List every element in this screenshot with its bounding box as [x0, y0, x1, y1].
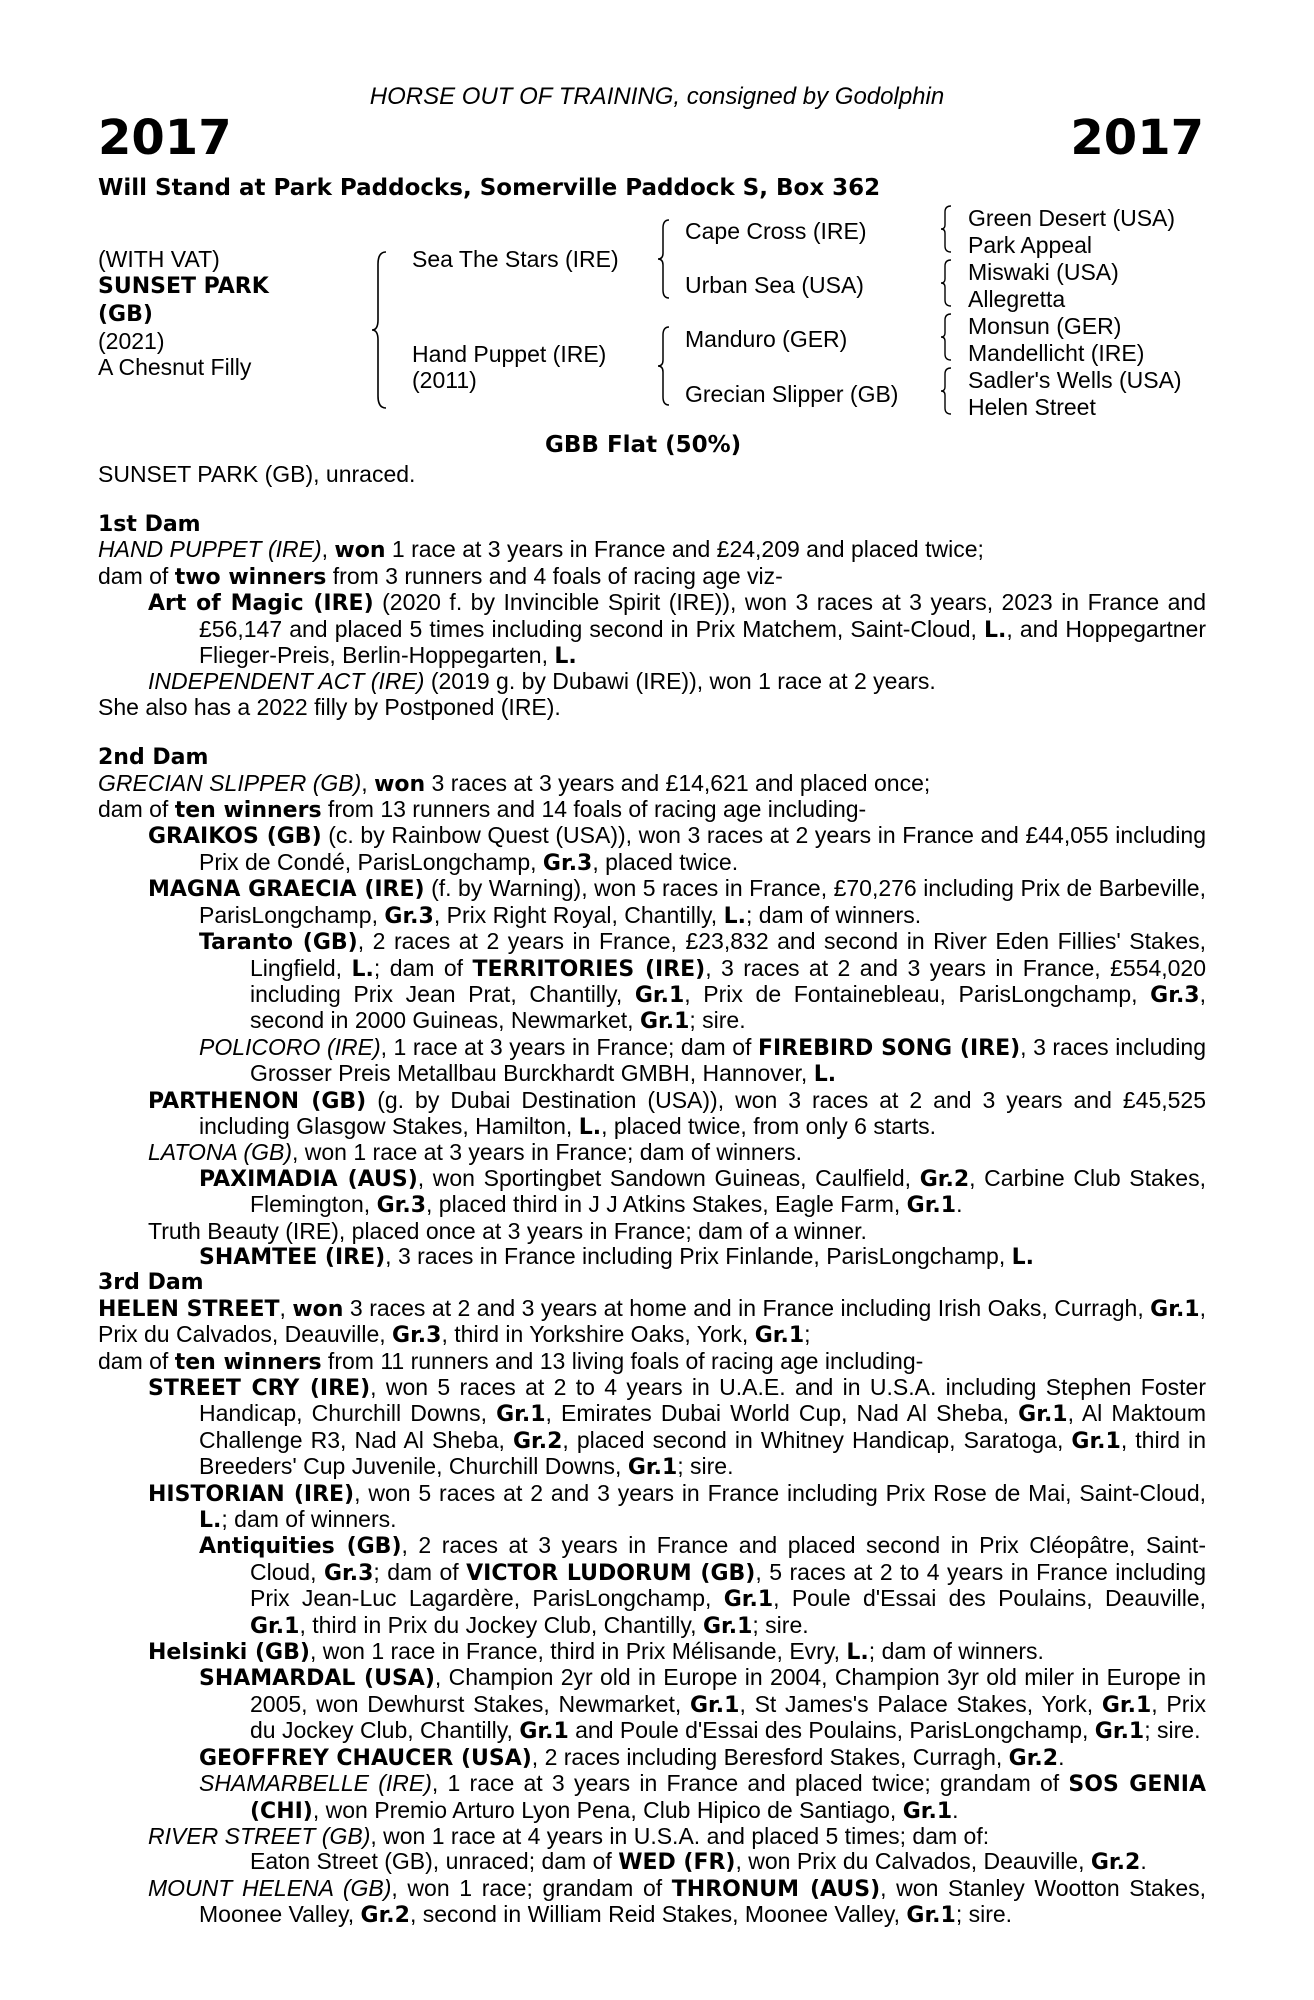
bold-run: Gr.1	[702, 1613, 753, 1639]
text-run: , Prix Right Royal, Chantilly,	[433, 901, 724, 928]
bold-run: Gr.2	[360, 1903, 410, 1929]
bold-run: Gr.1	[723, 1587, 774, 1613]
text-run: .	[1140, 1848, 1147, 1875]
bold-run: Gr.3	[392, 1323, 442, 1349]
paragraph	[98, 876, 1206, 929]
paragraph	[98, 1035, 1206, 1088]
paragraph	[98, 1771, 1206, 1824]
pedigree-brace-g3-4	[939, 366, 953, 416]
italic-run: POLICORO (IRE)	[199, 1033, 381, 1060]
bold-run: Gr.1	[496, 1402, 546, 1428]
bold-run: Gr.2	[512, 1428, 563, 1454]
text-run: ,	[321, 536, 335, 563]
bold-run: L.	[351, 956, 374, 982]
text-run: , St James's Palace Stakes, York,	[739, 1690, 1102, 1717]
text-run: , won 5 races at 2 to 4 years in U.A.E. and in U.S.A. including Stephen Foster Handicap, Churchill Downs,	[199, 1374, 1206, 1427]
text-run: ; dam of	[373, 1558, 467, 1585]
pedigree-g3-1: Green Desert (USA)	[968, 205, 1176, 231]
text-run: (g. by Dubai Destination (USA)), won 3 races at 2 and 3 years and £45,525 including Glasgow Stakes, Hamilton,	[199, 1086, 1206, 1139]
bold-run: STREET CRY (IRE)	[148, 1376, 371, 1401]
bold-run: won	[374, 771, 426, 797]
bold-run: Gr.1	[906, 1903, 956, 1929]
text-run: ; sire.	[1144, 1717, 1201, 1744]
text-run: .	[956, 1191, 963, 1218]
pedigree-sire: Sea The Stars (IRE)	[412, 246, 619, 272]
paragraph	[98, 590, 1206, 669]
bold-run: Gr.3	[376, 1193, 426, 1219]
paragraph	[98, 1876, 1206, 1929]
section-first-dam: 1st Dam	[98, 512, 201, 537]
italic-run: INDEPENDENT ACT (IRE)	[148, 668, 425, 695]
text-run: , placed twice.	[592, 848, 739, 875]
bold-run: Gr.3	[323, 1560, 374, 1586]
text-run: , Carbine Club Stakes, Flemington,	[250, 1164, 1206, 1218]
text-run: (2019 g. by Dubawi (IRE)), won 1 race at 2 years.	[424, 668, 936, 695]
text-run: ; dam of	[373, 954, 473, 981]
subject-block	[98, 246, 269, 380]
pedigree-g3-5: Monsun (GER)	[968, 313, 1122, 339]
bold-run: Gr.1	[250, 1613, 300, 1639]
italic-run: SHAMARBELLE (IRE)	[199, 1770, 432, 1797]
bold-run: THRONUM (AUS)	[671, 1876, 881, 1902]
paragraph	[98, 1349, 1206, 1375]
paragraph	[98, 1481, 1206, 1534]
text-run: dam of	[98, 562, 175, 589]
bold-run: Gr.1	[1071, 1428, 1121, 1454]
bold-run: Gr.2	[1090, 1850, 1141, 1876]
paragraph	[98, 1140, 1206, 1165]
text-run: , third in Breeders' Cup Juvenile, Churchill Downs,	[199, 1426, 1206, 1480]
pedigree-brace-main	[370, 250, 390, 410]
italic-run: GRECIAN SLIPPER (GB)	[98, 769, 362, 796]
text-run: , placed third in J J Atkins Stakes, Eagle Farm,	[426, 1191, 907, 1218]
bold-run: two winners	[174, 564, 327, 590]
bold-run: L.	[984, 617, 1007, 643]
bold-run: ten winners	[174, 798, 322, 824]
text-run: , placed second in Whitney Handicap, Saratoga,	[562, 1426, 1072, 1453]
pedigree-g3-2: Park Appeal	[968, 232, 1093, 258]
text-run: , second in William Reid Stakes, Moonee Valley,	[409, 1901, 907, 1928]
subject-year: (2021)	[98, 328, 165, 354]
text-run: 1 race at 3 years in France and £24,209 and placed twice;	[385, 536, 984, 563]
bold-run: HELEN STREET	[98, 1296, 280, 1322]
text-run: ; sire.	[677, 1453, 734, 1480]
text-run: , and Hoppegartner Flieger-Preis, Berlin-Hoppegarten,	[199, 615, 1206, 669]
bold-run: won	[292, 1296, 344, 1322]
paragraph	[98, 695, 1206, 720]
pedigree-brace-dam	[656, 325, 672, 407]
text-run: , won 1 race at 4 years in U.S.A. and placed 5 times; dam of:	[370, 1822, 990, 1849]
pedigree-brace-sire	[656, 218, 672, 300]
paragraph	[98, 537, 1206, 563]
text-run: 3 races at 2 and 3 years at home and in France including Irish Oaks, Curragh,	[343, 1294, 1151, 1321]
section-third-dam: 3rd Dam	[98, 1270, 204, 1296]
text-run: , won Sportingbet Sandown Guineas, Caulfield,	[417, 1164, 920, 1191]
pedigree-dam-dam: Grecian Slipper (GB)	[685, 381, 899, 407]
bold-run: Gr.2	[1008, 1745, 1059, 1771]
bold-run: Gr.1	[906, 1193, 957, 1219]
bold-run: Taranto (GB)	[199, 930, 358, 956]
bold-run: HISTORIAN (IRE)	[148, 1481, 355, 1507]
text-run: , won 1 race at 3 years in France; dam of winners.	[292, 1139, 803, 1166]
paragraph	[98, 1088, 1206, 1141]
text-run: , 3 races at 2 and 3 years in France, £554,020 including Prix Jean Prat, Chantilly,	[250, 954, 1207, 1007]
bold-run: SOS GENIA (CHI)	[250, 1772, 1206, 1824]
consignment-header: HORSE OUT OF TRAINING, consigned by Godolphin	[369, 83, 945, 110]
bold-run: won	[334, 538, 386, 564]
paragraph	[98, 771, 1206, 797]
text-run: ,	[279, 1294, 293, 1321]
text-run: , second in 2000 Guineas, Newmarket,	[250, 980, 1206, 1034]
section-second-dam: 2nd Dam	[98, 745, 209, 771]
classification: GBB Flat (50%)	[545, 432, 742, 458]
text-run: ; sire.	[955, 1901, 1013, 1928]
text-run: , won 5 races at 2 and 3 years in France including Prix Rose de Mai, Saint-Cloud,	[354, 1479, 1206, 1506]
text-run: , won 1 race in France, third in Prix Mélisande, Evry,	[309, 1638, 847, 1665]
text-run: .	[952, 1796, 959, 1823]
paragraph	[98, 1824, 1206, 1849]
pedigree-g3-3: Miswaki (USA)	[968, 259, 1119, 285]
text-run: ; dam of winners.	[745, 901, 922, 928]
text-run: (f. by Warning), won 5 races in France, £70,276 including Prix de Barbeville, ParisLongchamp,	[199, 875, 1206, 928]
pedigree-sire-sire: Cape Cross (IRE)	[685, 218, 867, 244]
paragraph	[98, 929, 1206, 1035]
text-run: , 1 race at 3 years in France; dam of	[380, 1033, 758, 1060]
text-run: , 2 races at 3 years in France and placed second in Prix Cléopâtre, Saint-Cloud,	[250, 1532, 1206, 1585]
italic-run: RIVER STREET (GB)	[148, 1822, 371, 1849]
text-run: Eaton Street (GB), unraced; dam of	[250, 1848, 619, 1875]
italic-run: MOUNT HELENA (GB)	[148, 1874, 392, 1901]
paragraph	[98, 823, 1206, 876]
text-run: , won Premio Arturo Lyon Pena, Club Hipico de Santiago,	[312, 1796, 903, 1823]
text-run: , Prix de Fontainebleau, ParisLongchamp,	[684, 980, 1151, 1007]
pedigree-sire-dam: Urban Sea (USA)	[685, 272, 864, 298]
pedigree-g3-4: Allegretta	[968, 286, 1066, 312]
paragraph	[98, 1849, 1206, 1875]
stand-location: Will Stand at Park Paddocks, Somerville Paddock S, Box 362	[98, 175, 881, 201]
subject-name: SUNSET PARK	[98, 274, 269, 299]
text-run: ; dam of winners.	[868, 1638, 1044, 1665]
text-run: from 13 runners and 14 foals of racing age including-	[321, 796, 867, 823]
paragraph	[98, 1375, 1206, 1481]
text-run: , third in Prix du Jockey Club, Chantilly,	[299, 1611, 703, 1638]
bold-run: VICTOR LUDORUM (GB)	[466, 1560, 756, 1586]
bold-run: Gr.2	[919, 1166, 970, 1192]
bold-run: Gr.1	[639, 1009, 690, 1035]
pedigree-dam-year: (2011)	[412, 367, 477, 393]
bold-run: PARTHENON (GB)	[148, 1088, 367, 1114]
bold-run: Gr.1	[1150, 1296, 1200, 1322]
text-run: 3 races at 3 years and £14,621 and placed once;	[425, 769, 931, 796]
text-run: , third in Yorkshire Oaks, York,	[441, 1321, 755, 1348]
text-run: from 3 runners and 4 foals of racing age viz-	[326, 562, 783, 589]
text-run: , Emirates Dubai World Cup, Nad Al Sheba,	[545, 1400, 1019, 1427]
text-run: ; dam of winners.	[221, 1506, 397, 1533]
bold-run: Gr.1	[627, 1455, 678, 1481]
text-run: and Poule d'Essai des Poulains, ParisLongchamp,	[568, 1717, 1095, 1744]
bold-run: Gr.3	[384, 903, 434, 929]
vat-note: (WITH VAT)	[98, 246, 220, 272]
paragraph	[98, 564, 1206, 590]
paragraph	[98, 1533, 1206, 1639]
bold-run: Gr.1	[754, 1323, 805, 1349]
bold-run: Helsinki (GB)	[148, 1640, 310, 1666]
text-run: , 1 race at 3 years in France and placed twice; grandam of	[431, 1770, 1069, 1797]
text-run: , 2 races including Beresford Stakes, Curragh,	[531, 1743, 1009, 1770]
bold-run: Gr.1	[902, 1798, 953, 1824]
paragraph	[98, 1665, 1206, 1744]
bold-run: SHAMARDAL (USA)	[199, 1666, 435, 1692]
bold-run: L.	[846, 1640, 869, 1666]
bold-run: Gr.1	[519, 1719, 569, 1745]
pedigree-g3-6: Mandellicht (IRE)	[968, 340, 1145, 366]
text-run: , Al Maktoum Challenge R3, Nad Al Sheba,	[199, 1400, 1206, 1453]
text-run: ;	[804, 1321, 811, 1348]
subject-country: (GB)	[98, 302, 153, 327]
bold-run: Gr.1	[634, 982, 685, 1008]
text-run: , won 1 race; grandam of	[391, 1874, 672, 1901]
lot-year-right: 2017	[1070, 110, 1204, 166]
pedigree-brace-g3-1	[939, 204, 953, 254]
text-run: , 3 races including Grosser Preis Metallbau Burckhardt GMBH, Hannover,	[250, 1033, 1206, 1087]
pedigree-dam	[412, 341, 606, 393]
paragraph	[98, 1166, 1206, 1219]
italic-run: HAND PUPPET (IRE)	[98, 536, 322, 563]
text-run: , Prix du Jockey Club, Chantilly,	[250, 1690, 1207, 1744]
paragraph	[98, 1745, 1206, 1771]
bold-run: L.	[813, 1062, 837, 1088]
text-run: , placed twice, from only 6 starts.	[601, 1112, 936, 1139]
text-run: ; sire.	[689, 1007, 746, 1034]
text-run: (2020 f. by Invincible Spirit (IRE)), won 3 races at 3 years, 2023 in France and £56,147 and placed 5 times including second in Prix Matchem, Saint-Cloud,	[199, 589, 1207, 642]
race-record: SUNSET PARK (GB), unraced.	[98, 461, 416, 487]
bold-run: L.	[199, 1508, 222, 1534]
pedigree-brace-g3-2	[939, 258, 953, 308]
paragraph	[98, 669, 1206, 694]
bold-run: L.	[1011, 1244, 1034, 1270]
bold-run: Gr.1	[690, 1692, 740, 1718]
bold-run: Antiquities (GB)	[199, 1534, 402, 1560]
bold-run: Gr.1	[1018, 1402, 1068, 1428]
text-run: ,	[361, 769, 375, 796]
paragraph	[98, 1244, 1206, 1270]
text-run: Truth Beauty (IRE), placed once at 3 years in France; dam of a winner.	[148, 1217, 867, 1244]
bold-run: Gr.3	[542, 850, 593, 876]
text-run: , 3 races in France including Prix Finlande, ParisLongchamp,	[385, 1242, 1012, 1269]
text-run: , 2 races at 2 years in France, £23,832 and second in River Eden Fillies' Stakes, Lingfield,	[250, 928, 1206, 981]
pedigree-brace-g3-3	[939, 312, 953, 362]
italic-run: LATONA (GB)	[148, 1139, 292, 1166]
pedigree-g3-7: Sadler's Wells (USA)	[968, 367, 1182, 393]
text-run: ; sire.	[752, 1611, 809, 1638]
bold-run: L.	[723, 903, 746, 929]
bold-run: GRAIKOS (GB)	[148, 824, 322, 850]
text-run: , Prix du Calvados, Deauville,	[98, 1294, 1206, 1348]
text-run: , won Stanley Wootton Stakes, Moonee Valley,	[199, 1874, 1206, 1928]
bold-run: Gr.3	[1150, 982, 1200, 1008]
text-run: dam of	[98, 1347, 175, 1374]
bold-run: TERRITORIES (IRE)	[472, 956, 706, 982]
text-run: She also has a 2022 filly by Postponed (IRE).	[98, 693, 561, 720]
pedigree-dam-name: Hand Puppet (IRE)	[412, 341, 607, 367]
paragraph	[98, 1296, 1206, 1349]
pedigree-g3-8: Helen Street	[968, 394, 1096, 420]
text-run: , 5 races at 2 to 4 years in France including Prix Jean-Luc Lagardère, ParisLongchamp,	[250, 1558, 1207, 1612]
bold-run: Gr.1	[1101, 1692, 1152, 1718]
text-run: , Poule d'Essai des Poulains, Deauville,	[773, 1585, 1206, 1612]
text-run: from 11 runners and 13 living foals of racing age including-	[321, 1347, 924, 1374]
text-run: (c. by Rainbow Quest (USA)), won 3 races at 2 years in France and £44,055 including Prix de Condé, ParisLongchamp,	[199, 822, 1206, 875]
bold-run: ten winners	[174, 1349, 322, 1375]
bold-run: FIREBIRD SONG (IRE)	[757, 1035, 1021, 1061]
pedigree-dam-sire: Manduro (GER)	[685, 326, 848, 352]
bold-run: SHAMTEE (IRE)	[199, 1244, 386, 1270]
bold-run: MAGNA GRAECIA (IRE)	[148, 877, 425, 903]
text-run: , Champion 2yr old in Europe in 2004, Champion 3yr old miler in Europe in 2005, won Dewhurst Stakes, Newmarket,	[250, 1664, 1207, 1717]
text-run: .	[1058, 1743, 1065, 1770]
text-run: , won Prix du Calvados, Deauville,	[735, 1848, 1091, 1875]
bold-run: Gr.1	[1094, 1719, 1145, 1745]
bold-run: GEOFFREY CHAUCER (USA)	[199, 1745, 532, 1771]
paragraph	[98, 797, 1206, 823]
bold-run: L.	[554, 644, 577, 670]
bold-run: Art of Magic (IRE)	[148, 591, 374, 617]
subject-description: A Chesnut Filly	[98, 354, 252, 380]
catalogue-body	[98, 512, 1206, 1929]
paragraph	[98, 1639, 1206, 1665]
bold-run: L.	[578, 1114, 602, 1140]
bold-run: PAXIMADIA (AUS)	[199, 1166, 418, 1192]
lot-year-left: 2017	[98, 110, 232, 166]
bold-run: WED (FR)	[618, 1850, 736, 1876]
text-run: dam of	[98, 796, 175, 823]
paragraph	[98, 1219, 1206, 1244]
